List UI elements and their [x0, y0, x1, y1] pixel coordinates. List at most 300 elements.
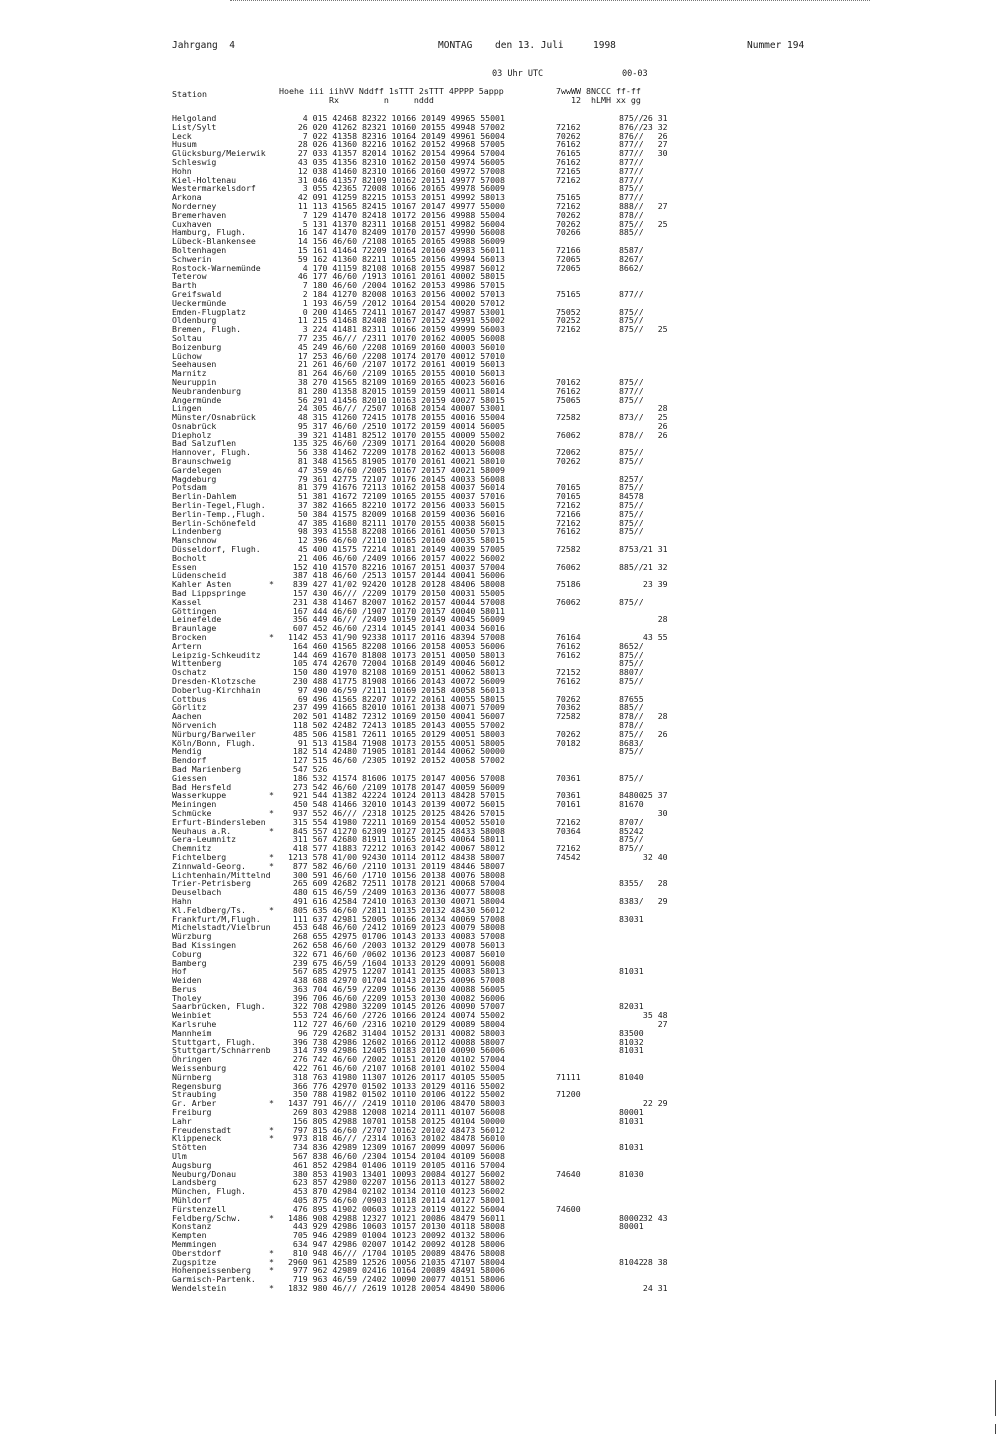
cloud-group: 81031 [619, 966, 644, 977]
gust-group: 25 [638, 412, 668, 423]
gust-group: 28 [638, 711, 668, 722]
station-name: Marnitz [172, 368, 207, 379]
synop-code-groups: 46 177 46/60 /1913 10161 20161 40002 58015 [288, 271, 505, 282]
synop-code-groups: 276 742 46/60 /2002 10151 20120 40102 57004 [288, 1054, 505, 1065]
station-name: Bremerhaven [172, 209, 227, 220]
synop-code-groups: 186 532 41574 81606 10175 20147 40056 57008 [288, 772, 505, 783]
synop-code-groups: 268 655 42975 01706 10143 20133 40083 57008 [288, 931, 505, 942]
synop-code-groups: 97 490 46/59 /2111 10169 20158 40058 56013 [288, 684, 505, 695]
synop-code-groups: 98 393 41558 82208 10166 20161 40050 57013 [288, 526, 505, 537]
weather-group: 74600 [556, 1203, 581, 1214]
station-name: Schmücke [172, 807, 212, 818]
station-name: Meiningen [172, 799, 217, 810]
station-name: Oldenburg [172, 315, 217, 326]
observation-time: 03 Uhr UTC [492, 69, 544, 79]
year-label: 1998 [593, 40, 616, 51]
cloud-group: 8383/ [619, 895, 644, 906]
synop-code-groups: 485 506 41581 72611 10165 20129 40051 58003 [288, 728, 505, 739]
station-name: Emden-Flugplatz [172, 306, 246, 317]
synop-code-groups: 51 381 41672 72109 10165 20155 40037 57016 [288, 491, 505, 502]
station-name: Osnabrück [172, 420, 217, 431]
cloud-group: 875// [619, 772, 644, 783]
cloud-group: 87655 [619, 693, 644, 704]
synop-code-groups: 152 410 41570 82216 10167 20151 40037 57004 [288, 561, 505, 572]
cloud-group: 81031 [619, 1115, 644, 1126]
station-name: Weissenburg [172, 1063, 227, 1074]
station-name: Michelstadt/Vielbrun [172, 922, 271, 933]
cloud-group: 8753/ [619, 544, 644, 555]
cloud-group: 81670 [619, 799, 644, 810]
weather-group: 70266 [556, 227, 581, 238]
station-name: Freiburg [172, 1107, 212, 1118]
synop-code-groups: 157 430 46/// /2209 10179 20150 40031 55005 [288, 588, 505, 599]
cloud-group: 885// [619, 702, 644, 713]
cloud-group: 878// [619, 429, 644, 440]
gust-group: 28 [638, 614, 668, 625]
cloud-group: 877// [619, 156, 644, 167]
synop-code-groups: 37 382 41665 82210 10172 20156 40033 56015 [288, 500, 505, 511]
station-name: Teterow [172, 271, 207, 282]
station-name: Leipzig-Schkeuditz [172, 649, 261, 660]
station-name: Schwerin [172, 253, 212, 264]
cloud-group: 84578 [619, 491, 644, 502]
station-name: Hannover, Flugh. [172, 447, 251, 458]
cloud-group: 885// [619, 561, 644, 572]
weather-group: 75186 [556, 579, 581, 590]
gust-group: 29 [638, 895, 668, 906]
station-name: Bad Hersfeld [172, 781, 232, 792]
gust-group: 26 [638, 728, 668, 739]
scan-artifact-line [230, 0, 870, 3]
synop-code-groups: 363 704 46/59 /2209 10156 20130 40088 56005 [288, 983, 505, 994]
cloud-group: 877// [619, 139, 644, 150]
synop-code-groups: 453 870 42984 02102 10134 20110 40123 56002 [288, 1186, 505, 1197]
weather-group: 76162 [556, 156, 581, 167]
synop-code-groups: 167 444 46/60 /1907 10170 20157 40040 58011 [288, 605, 505, 616]
synop-code-groups: 1437 791 46/// /2419 10110 20106 48470 58003 [288, 1098, 505, 1109]
weather-group: 71200 [556, 1089, 581, 1100]
cloud-group: 885// [619, 227, 644, 238]
station-name: Berus [172, 983, 197, 994]
station-name: Neubrandenburg [172, 385, 242, 396]
synop-code-groups: 553 724 46/60 /2726 10166 20124 40074 55002 [288, 1010, 505, 1021]
synop-code-groups: 3 224 41481 82311 10166 20159 49999 56003 [288, 324, 505, 335]
synop-code-groups: 182 514 42480 71905 10181 20144 40062 50000 [288, 746, 505, 757]
station-name: Nürburg/Barweiler [172, 728, 256, 739]
weather-group: 70362 [556, 702, 581, 713]
synop-code-groups: 356 449 46/// /2409 10159 20149 40045 56009 [288, 614, 505, 625]
gust-group: 21 32 [638, 561, 668, 572]
station-name: Würzburg [172, 931, 212, 942]
station-name: Braunschweig [172, 456, 232, 467]
synop-code-groups: 135 325 46/60 /2309 10171 20164 40020 56008 [288, 438, 505, 449]
station-name: Coburg [172, 948, 202, 959]
cloud-group: 875// [619, 834, 644, 845]
cloud-group: 877// [619, 288, 644, 299]
weather-group: 76062 [556, 596, 581, 607]
station-name: Berlin-Dahlem [172, 491, 237, 502]
synop-code-groups: 350 788 41982 01502 10110 20106 40122 55002 [288, 1089, 505, 1100]
synop-code-groups: 56 338 41462 72209 10178 20162 40013 56008 [288, 447, 505, 458]
synop-code-groups: 973 818 46/// /2314 10163 20102 48478 56010 [288, 1133, 505, 1144]
station-name: Oberstdorf [172, 1247, 222, 1258]
synop-code-groups: 314 739 42986 12405 10183 20110 40090 56006 [288, 1045, 505, 1056]
cloud-group: 875// [619, 658, 644, 669]
cloud-group: 875// [619, 508, 644, 519]
station-name: Lingen [172, 403, 202, 414]
station-name: Oschatz [172, 667, 207, 678]
station-name: Lahr [172, 1115, 192, 1126]
station-name: Garmisch-Partenk. [172, 1274, 256, 1285]
weather-group: 70161 [556, 799, 581, 810]
gust-group: 22 29 [638, 1098, 668, 1109]
synop-code-groups: 118 502 42482 72413 10185 20143 40055 57002 [288, 719, 505, 730]
gust-group: 25 [638, 218, 668, 229]
synop-code-groups: 443 929 42986 10603 10157 20130 40118 58008 [288, 1221, 505, 1232]
cloud-group: 81042 [619, 1256, 644, 1267]
station-name: Potsdam [172, 482, 207, 493]
synop-code-groups: 12 038 41460 82310 10166 20160 49972 57008 [288, 165, 505, 176]
cloud-group: 8267/ [619, 253, 644, 264]
synop-code-groups: 45 249 46/60 /2208 10169 20160 40003 56010 [288, 341, 505, 352]
synop-code-groups: 17 253 46/60 /2208 10174 20170 40012 57010 [288, 350, 505, 361]
date-label: den 13. Juli [495, 40, 564, 51]
station-name: Arkona [172, 192, 202, 203]
synop-code-groups: 14 156 46/60 /2108 10165 20165 49988 56009 [288, 236, 505, 247]
station-name: Bamberg [172, 957, 207, 968]
station-name: Lübeck-Blankensee [172, 236, 256, 247]
station-name: Stötten [172, 1142, 207, 1153]
station-name: Straubing [172, 1089, 217, 1100]
station-name: Dresden-Klotzsche [172, 676, 256, 686]
weather-group: 70262 [556, 456, 581, 467]
station-name: Giessen [172, 772, 207, 783]
synop-code-groups: 262 658 46/60 /2003 10132 20129 40078 56013 [288, 939, 505, 950]
synop-code-groups: 422 761 46/60 /2107 10168 20101 40102 55004 [288, 1063, 505, 1074]
weather-group: 75052 [556, 306, 581, 317]
station-name: Lüdenscheid [172, 570, 227, 581]
synop-code-groups: 237 499 41665 82010 10161 20138 40071 57009 [288, 702, 505, 713]
synop-code-groups: 1213 578 41/00 92430 10114 20112 48438 58007 [288, 851, 505, 862]
station-column-header: Station [172, 89, 207, 99]
weather-group: 70262 [556, 728, 581, 739]
table-row [0, 756, 1000, 765]
synop-code-groups: 230 488 41775 81908 10166 20143 40072 56009 [288, 676, 505, 686]
station-name: List/Sylt [172, 121, 217, 132]
station-name: Doberlug-Kirchhain [172, 684, 261, 695]
synop-code-groups: 24 305 46/// /2507 10168 20154 40007 53001 [288, 403, 505, 414]
gust-group: 25 [638, 324, 668, 335]
station-name: Berlin-Temp.,Flugh. [172, 508, 266, 519]
station-name: Braunlage [172, 623, 217, 634]
mountain-station-marker: * [269, 1098, 274, 1109]
cloud-group: 877// [619, 192, 644, 203]
synop-code-groups: 47 359 46/60 /2005 10167 20157 40021 58009 [288, 464, 505, 475]
code-columns-header-line1: Hoehe iii iihVV Nddff 1sTTT 2sTTT 4PPPP 5appp [279, 86, 504, 96]
cloud-group: 83031 [619, 913, 644, 924]
station-name: Manschnow [172, 535, 217, 546]
station-name: Landsberg [172, 1177, 217, 1188]
synop-code-groups: 79 361 42775 72107 10176 20145 40033 56008 [288, 473, 505, 484]
station-name: Cottbus [172, 693, 207, 704]
synop-code-groups: 461 852 42984 01406 10119 20105 40116 57004 [288, 1159, 505, 1170]
cloud-group: 888// [619, 200, 644, 211]
synop-code-groups: 4 170 41159 82108 10168 20155 49987 56012 [288, 262, 505, 273]
station-name: Helgoland [172, 113, 217, 123]
cloud-group: 80001 [619, 1221, 644, 1232]
gust-group: 30 [638, 807, 668, 818]
station-name: Freudenstadt [172, 1124, 232, 1135]
weather-group: 76162 [556, 526, 581, 537]
mountain-station-marker: * [269, 1265, 274, 1276]
synop-code-groups: 450 548 41466 32010 10143 20139 40072 56015 [288, 799, 505, 810]
station-name: Mannheim [172, 1027, 212, 1038]
synop-code-groups: 315 554 41980 72211 10169 20154 40052 55010 [288, 816, 505, 827]
station-name: Husum [172, 139, 197, 150]
weather-group: 70165 [556, 491, 581, 502]
station-name: Barth [172, 280, 197, 291]
synop-code-groups: 21 406 46/60 /2409 10166 20157 40022 56002 [288, 552, 505, 563]
station-name: Mühldorf [172, 1195, 212, 1206]
cloud-group: 873// [619, 412, 644, 423]
cloud-group: 875// [619, 315, 644, 326]
gust-group: 23 32 [638, 121, 668, 132]
synop-code-groups: 43 035 41356 82310 10162 20150 49974 56005 [288, 156, 505, 167]
weather-group: 72582 [556, 544, 581, 555]
weather-group: 72065 [556, 262, 581, 273]
station-name: Kiel-Holtenau [172, 174, 237, 185]
station-name: Memmingen [172, 1239, 217, 1249]
synop-code-groups: 95 317 46/60 /2510 10172 20159 40014 56005 [288, 420, 505, 431]
mountain-station-marker: * [269, 851, 274, 862]
synop-code-groups: 112 727 46/60 /2316 10210 20129 40089 58004 [288, 1019, 505, 1030]
mountain-station-marker: * [269, 1282, 274, 1293]
weather-group: 72162 [556, 500, 581, 511]
synop-code-groups: 805 635 46/60 /2811 10135 20132 48430 56012 [288, 904, 505, 915]
synop-code-groups: 547 526 [288, 763, 328, 774]
mountain-station-marker: * [269, 1256, 274, 1267]
jahrgang-label: Jahrgang 4 [172, 40, 235, 51]
station-name: Hof [172, 966, 187, 977]
gust-group: 28 [638, 878, 668, 889]
cloud-group: 81031 [619, 1142, 644, 1153]
gust-group: 26 [638, 429, 668, 440]
synop-code-groups: 311 567 42680 81911 10165 20145 40064 58011 [288, 834, 505, 845]
gust-group: 35 48 [638, 1010, 668, 1021]
issue-number-label: Nummer 194 [747, 40, 805, 51]
station-name: Norderney [172, 200, 217, 211]
cloud-group: 877// [619, 385, 644, 396]
station-name: Fürstenzell [172, 1203, 227, 1214]
cloud-group: 875// [619, 394, 644, 405]
weather-group: 70262 [556, 693, 581, 704]
synop-code-groups: 1 193 46/59 /2012 10164 20154 40020 57012 [288, 297, 505, 308]
synop-code-groups: 438 688 42970 01704 10143 20125 40096 57008 [288, 975, 505, 986]
station-name: Karlsruhe [172, 1019, 217, 1030]
weather-group: 75165 [556, 192, 581, 203]
cloud-group: 81040 [619, 1071, 644, 1082]
synop-code-groups: 719 963 46/59 /2402 10090 20077 40151 58006 [288, 1274, 505, 1285]
cloud-group: 875// [619, 728, 644, 739]
cloud-group: 85242 [619, 825, 644, 836]
station-name: Aachen [172, 711, 202, 722]
station-name: Boizenburg [172, 341, 222, 352]
weather-group: 72162 [556, 517, 581, 528]
station-name: Wasserkuppe [172, 790, 227, 801]
station-name: Seehausen [172, 359, 217, 370]
station-name: Regensburg [172, 1080, 222, 1091]
station-name: Zugspitze [172, 1256, 217, 1267]
station-name: Berlin-Tegel,Flugh. [172, 500, 266, 511]
station-name: Erfurt-Bindersleben [172, 816, 266, 827]
station-name: Bad Lippspringe [172, 588, 246, 599]
weather-group: 70262 [556, 209, 581, 220]
station-name: Stuttgart/Schnarrenb [172, 1045, 271, 1056]
station-name: Münster/Osnabrück [172, 412, 256, 423]
mountain-station-marker: * [269, 807, 274, 818]
synop-code-groups: 300 591 46/60 /1710 10156 20138 40076 58008 [288, 869, 505, 880]
weather-group: 72166 [556, 508, 581, 519]
station-name: Westermarkelsdorf [172, 183, 256, 194]
weather-group: 72162 [556, 200, 581, 211]
station-name: Mendig [172, 746, 202, 757]
gust-group: 26 [638, 420, 668, 431]
gust-group: 27 [638, 200, 668, 211]
station-name: Hohenpeissenberg [172, 1265, 251, 1276]
weather-group: 76162 [556, 139, 581, 150]
cloud-group: 8807/ [619, 667, 644, 678]
gust-group: 28 [638, 403, 668, 414]
cloud-group: 84800 [619, 790, 644, 801]
synop-code-groups: 38 270 41565 82109 10169 20165 40023 56016 [288, 376, 505, 387]
station-name: Fichtelberg [172, 851, 227, 862]
synop-code-groups: 396 706 46/60 /2209 10153 20130 40082 56006 [288, 992, 505, 1003]
station-name: Bad Kissingen [172, 939, 237, 950]
weather-group: 76062 [556, 429, 581, 440]
synop-code-groups: 607 452 46/60 /2314 10145 20141 40034 56016 [288, 623, 505, 634]
weather-group: 72162 [556, 816, 581, 827]
station-name: Neuhaus a.R. [172, 825, 232, 836]
synop-code-groups: 28 026 41360 82216 10162 20152 49968 57005 [288, 139, 505, 150]
station-name: Tholey [172, 992, 202, 1003]
gust-group: 32 43 [638, 1212, 668, 1223]
station-name: Öhringen [172, 1054, 212, 1065]
weather-group: 70361 [556, 790, 581, 801]
synop-code-groups: 15 161 41464 72209 10164 20160 49983 56011 [288, 244, 505, 255]
station-name: Zinnwald-Georg. [172, 860, 246, 871]
station-name: Berlin-Schönefeld [172, 517, 256, 528]
weather-group: 74542 [556, 851, 581, 862]
station-name: Diepholz [172, 429, 212, 440]
cloud-group: 875// [619, 183, 644, 194]
code-columns-header-line2: Rx n nddd [279, 95, 434, 105]
synop-code-groups: 164 460 41565 82208 10166 20158 40053 56006 [288, 640, 505, 651]
table-row [0, 1284, 1000, 1293]
weather-group: 70262 [556, 218, 581, 229]
cloud-group: 8652/ [619, 640, 644, 651]
synop-code-groups: 734 836 42989 12309 10167 20099 40097 56006 [288, 1142, 505, 1153]
synop-code-groups: 45 400 41575 72214 10181 20149 40039 57005 [288, 544, 505, 555]
cloud-group: 83500 [619, 1027, 644, 1038]
cloud-group: 875// [619, 482, 644, 493]
weather-group: 74640 [556, 1168, 581, 1179]
weather-group: 72162 [556, 324, 581, 335]
synop-code-groups: 387 418 46/60 /2513 10157 20144 40041 56006 [288, 570, 505, 581]
station-name: Weiden [172, 975, 202, 986]
station-name: Düsseldorf, Flugh. [172, 544, 261, 555]
station-name: Chemnitz [172, 843, 212, 854]
station-name: Lindenberg [172, 526, 222, 537]
synop-code-groups: 322 671 46/60 /0602 10136 20123 40087 56010 [288, 948, 505, 959]
cloud-group: 81030 [619, 1168, 644, 1179]
station-name: Wendelstein [172, 1282, 227, 1293]
station-name: Glücksburg/Meierwik [172, 148, 266, 159]
station-name: Essen [172, 561, 197, 572]
cloud-group: 878// [619, 209, 644, 220]
synop-code-groups: 396 738 42986 12602 10166 20112 40088 58007 [288, 1036, 505, 1047]
cloud-group: 875// [619, 649, 644, 660]
weather-group: 72065 [556, 253, 581, 264]
weather-group: 71111 [556, 1071, 581, 1082]
weather-group: 72166 [556, 244, 581, 255]
synop-code-groups: 705 946 42989 01004 10123 20092 40132 58006 [288, 1230, 505, 1241]
gust-group: 27 [638, 139, 668, 150]
synop-code-groups: 239 675 46/59 /1604 10133 20129 40091 56008 [288, 957, 505, 968]
weather-group: 76162 [556, 385, 581, 396]
cloud-group: 875// [619, 113, 644, 123]
cloud-group: 875// [619, 324, 644, 335]
synop-code-groups: 405 875 46/60 /0903 10118 20114 40127 58001 [288, 1195, 505, 1206]
synop-code-groups: 269 803 42988 12008 10214 20111 40107 56008 [288, 1107, 505, 1118]
cloud-group: 878// [619, 719, 644, 730]
weather-group: 72162 [556, 174, 581, 185]
station-name: Ulm [172, 1151, 187, 1162]
weather-group: 72062 [556, 447, 581, 458]
mountain-station-marker: * [269, 632, 274, 643]
station-name: Frankfurt/M,Flugh. [172, 913, 261, 924]
station-name: Klippeneck [172, 1133, 222, 1144]
station-name: Schleswig [172, 156, 217, 167]
cloud-group: 875// [619, 456, 644, 467]
station-name: Hahn [172, 895, 192, 906]
mountain-station-marker: * [269, 1247, 274, 1258]
cloud-group: 8707/ [619, 816, 644, 827]
station-name: Gera-Leumnitz [172, 834, 237, 845]
gust-group: 30 [638, 148, 668, 159]
cloud-group: 875// [619, 526, 644, 537]
synop-code-groups: 1142 453 41/90 92338 10117 20116 48394 57008 [288, 632, 505, 643]
synop-code-groups: 69 496 41565 82207 10172 20161 40055 58015 [288, 693, 505, 704]
station-name: Brocken [172, 632, 207, 643]
cloud-group: 877// [619, 165, 644, 176]
synop-code-groups: 937 552 46/// /2318 10125 20125 48426 57015 [288, 807, 505, 818]
synop-code-groups: 105 474 42670 72004 10168 20149 40046 56012 [288, 658, 505, 669]
station-name: Neuburg/Donau [172, 1168, 237, 1179]
station-name: Saarbrücken, Flugh. [172, 1001, 266, 1012]
mountain-station-marker: * [269, 1124, 274, 1135]
weather-group: 76062 [556, 561, 581, 572]
station-name: Bremen, Flugh. [172, 324, 242, 335]
station-name: Ueckermünde [172, 297, 227, 308]
synop-code-groups: 81 264 46/60 /2109 10165 20155 40010 56013 [288, 368, 505, 379]
synop-code-groups: 127 515 46/60 /2305 10192 20152 40058 57002 [288, 755, 505, 766]
weather-group: 70162 [556, 376, 581, 387]
synop-code-groups: 380 853 41903 13401 10093 20084 40127 56002 [288, 1168, 505, 1179]
weather-group: 70252 [556, 315, 581, 326]
station-name: Bocholt [172, 552, 207, 563]
station-name: Greifswald [172, 288, 222, 299]
synop-code-groups: 59 162 41360 82211 10165 20156 49994 56013 [288, 253, 505, 264]
